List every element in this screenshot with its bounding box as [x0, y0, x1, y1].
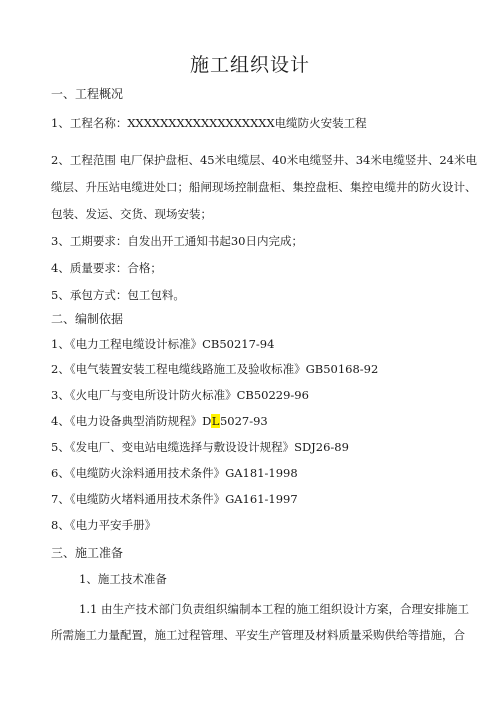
- schedule-line: 3、工期要求：自发出开工通知书起30日内完成；: [51, 234, 303, 248]
- basis-item-8: 8、《电力平安手册》: [51, 518, 157, 532]
- basis-item-4-post: 5027-93: [219, 414, 268, 428]
- basis-item-5: 5、《发电厂、变电站电缆选择与敷设设计规程》SDJ26-89: [51, 440, 349, 454]
- basis-item-4: [51, 414, 268, 428]
- project-scope-line-3: 包装、发运、交货、现场安装；: [51, 207, 212, 221]
- basis-item-3: 3、《火电厂与变电所设计防火标准》CB50229-96: [51, 388, 309, 402]
- basis-item-2: 2、《电气装置安装工程电缆线路施工及验收标准》GB50168-92: [51, 362, 379, 376]
- document-title: 施工组织设计: [189, 54, 310, 76]
- section-heading-preparation: 三、施工准备: [51, 546, 124, 560]
- project-scope-line-2: 缆层、升压站电缆进处口；船闸现场控制盘柜、集控盘柜、集控电缆井的防火设计、: [51, 180, 477, 194]
- project-name-line: 1、工程名称：XXXXXXXXXXXXXXXXXX电缆防火安装工程: [51, 116, 367, 130]
- section-heading-basis: 二、编制依据: [51, 312, 124, 326]
- subheading-technical-preparation: 1、施工技术准备: [79, 572, 167, 586]
- paragraph-line-1: 1.1 由生产技术部门负责组织编制本工程的施工组织设计方案，合理安排施工: [79, 602, 469, 616]
- quality-line: 4、质量要求：合格；: [51, 261, 162, 275]
- basis-item-4-pre: 4、《电力设备典型消防规程》D: [51, 414, 212, 428]
- basis-item-6: 6、《电缆防火涂料通用技术条件》GA181-1998: [51, 466, 298, 480]
- basis-item-7: 7、《电缆防火堵料通用技术条件》GA161-1997: [51, 492, 298, 506]
- project-scope-line-1: 2、工程范围 电厂保护盘柜、45米电缆层、40米电缆竖井、34米电缆竖井、24米电: [51, 153, 478, 167]
- basis-item-1: 1、《电力工程电缆设计标准》CB50217-94: [51, 337, 275, 351]
- paragraph-line-2: 所需施工力量配置，施工过程管理、平安生产管理及材料质量采购供给等措施，合: [51, 628, 465, 642]
- highlighted-text: L: [211, 414, 220, 428]
- section-heading-overview: 一、工程概况: [51, 87, 124, 101]
- contract-mode-line: 5、承包方式：包工包料。: [51, 288, 185, 302]
